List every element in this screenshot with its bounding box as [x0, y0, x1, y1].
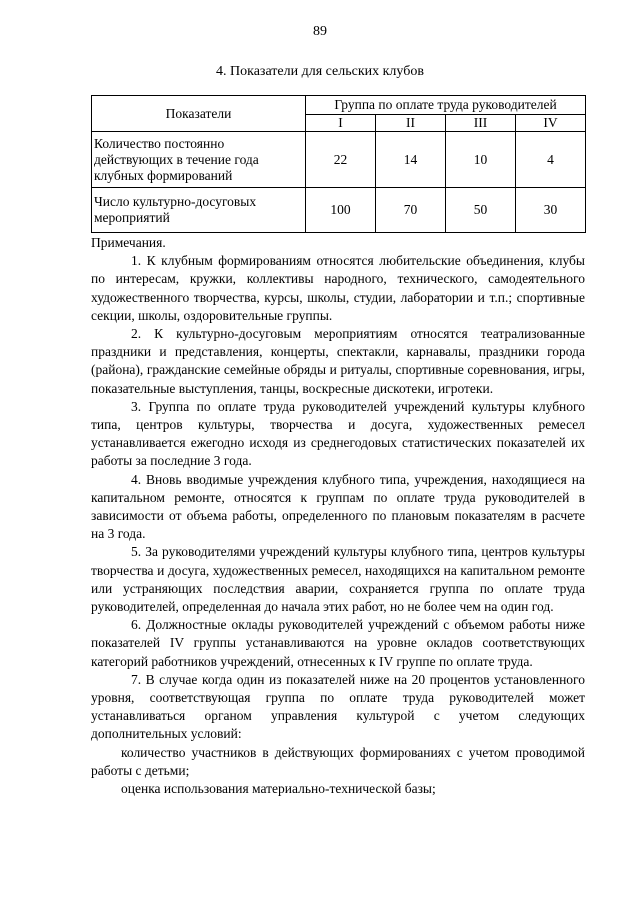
table-header-group: Группа по оплате труда руководителей	[306, 96, 586, 115]
table-cell: 22	[306, 132, 376, 188]
table-row-label: Количество постоянно действующих в течение года клубных формирований	[92, 132, 306, 188]
section-heading: 4. Показатели для сельских клубов	[216, 64, 424, 79]
table-row	[92, 132, 586, 188]
condition-2: оценка использования материально-технической базы;	[121, 781, 436, 797]
table-header-group-4: IV	[516, 115, 586, 132]
notes-title: Примечания.	[91, 235, 166, 250]
notes-section	[91, 234, 585, 798]
table-header-group-2: II	[376, 115, 446, 132]
table-cell: 70	[376, 188, 446, 233]
table-header-indicators: Показатели	[92, 96, 306, 132]
table-cell: 4	[516, 132, 586, 188]
table-cell: 50	[446, 188, 516, 233]
note-7: 7. В случае когда один из показателей ниже на 20 процентов установленного уровня, соответствующая группа по оплате труда руководителей может устанавливаться органом управления культурой с учетом следующих дополнительных условий:	[91, 671, 585, 742]
table-header-group-1: I	[306, 115, 376, 132]
indicators-table	[91, 95, 586, 233]
note-2: 2. К культурно-досуговым мероприятиям относятся театрализованные праздники и представления, концерты, спектакли, карнавалы, праздники города (района), гражданские семейные обряды и ритуалы, спортивные соревнования, игры, показательные выступления, танцы, воскресные дискотеки, игротеки.	[91, 326, 585, 396]
note-4: 4. Вновь вводимые учреждения клубного типа, учреждения, находящиеся на капитальном ремонте, относятся к группам по оплате труда руководителей в зависимости от объема работы, определенного по плановым показателям в расчете на 3 года.	[91, 471, 585, 542]
table-row	[92, 188, 586, 233]
table-cell: 100	[306, 188, 376, 233]
table-header-group-3: III	[446, 115, 516, 132]
table-cell: 30	[516, 188, 586, 233]
note-1: 1. К клубным формированиям относятся любительские объединения, клубы по интересам, кружки, коллективы народного, технического, самодеятельного художественного творчества, курсы, школы, студии, лаборатории и т.п.; спортивные секции, школы, оздоровительные группы.	[91, 253, 585, 323]
table-cell: 14	[376, 132, 446, 188]
note-6: 6. Должностные оклады руководителей учреждений с объемом работы ниже показателей IV группы устанавливаются на уровне окладов соответствующих категорий работников учреждений, отнесенных к IV группе по оплате труда.	[91, 617, 585, 669]
table-cell: 10	[446, 132, 516, 188]
table-row-label: Число культурно-досуговых мероприятий	[92, 188, 306, 233]
note-3: 3. Группа по оплате труда руководителей учреждений культуры клубного типа, центров культуры, творчества и досуга, художественных ремесел устанавливается ежегодно исходя из среднегодовых статистических показателей их работы за последние 3 года.	[91, 398, 585, 469]
note-5: 5. За руководителями учреждений культуры клубного типа, центров культуры творчества и досуга, художественных ремесел, находящихся на капитальном ремонте или устраняющих последствия аварии, сохраняется группа по оплате труда руководителей, определенная до начала этих работ, но не более чем на один год.	[91, 544, 585, 615]
page-number: 89	[313, 24, 327, 39]
condition-1: количество участников в действующих формированиях с учетом проводимой работы с детьми;	[91, 744, 585, 778]
